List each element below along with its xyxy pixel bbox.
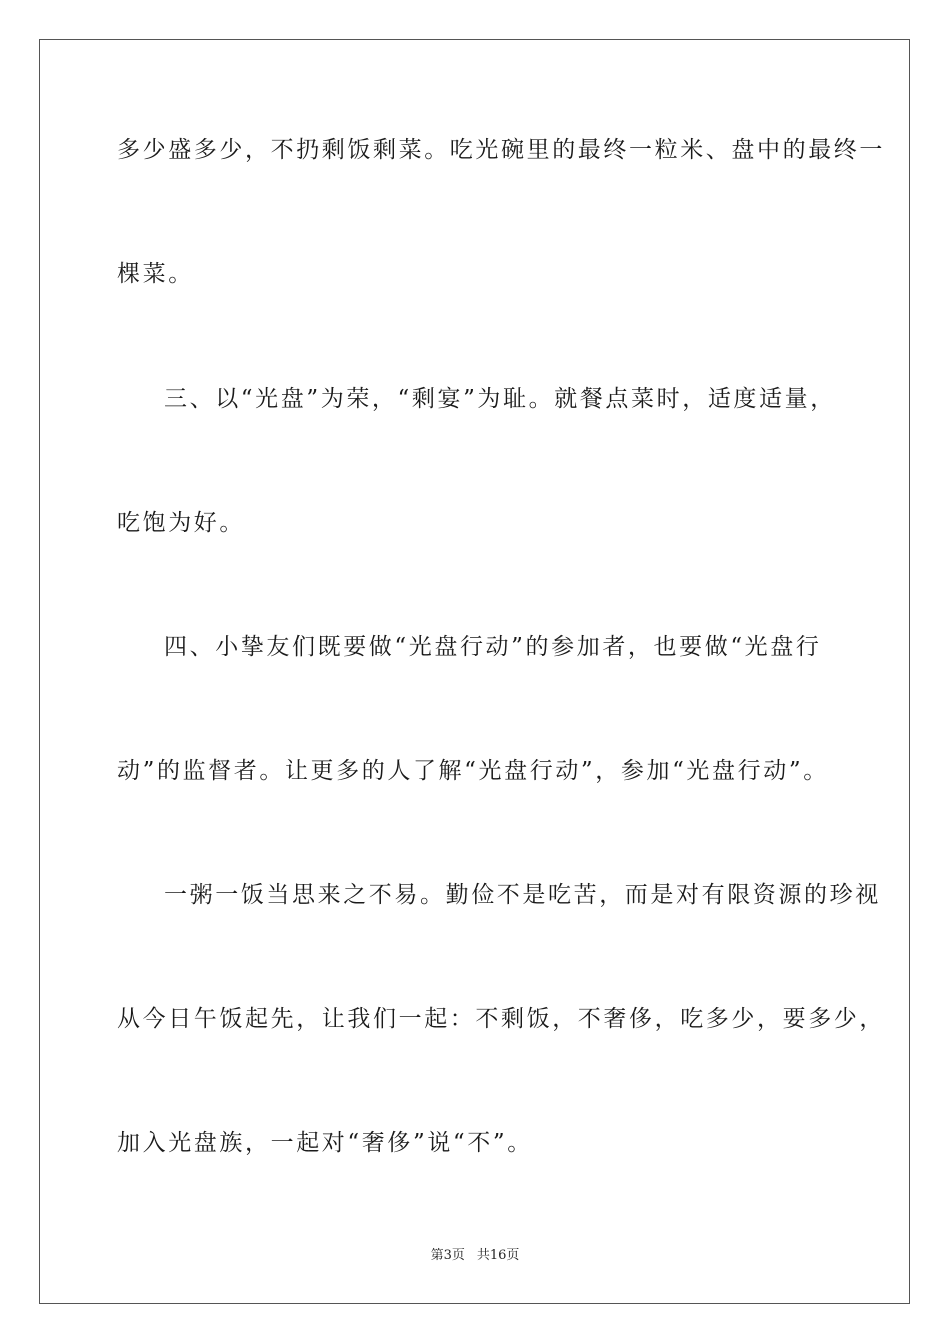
body-text-line: 加入光盘族，一起对“奢侈”说“不”。	[117, 1130, 533, 1156]
body-text-line: 棵菜。	[117, 261, 194, 287]
body-text-line: 一粥一饭当思来之不易。勤俭不是吃苦，而是对有限资源的珍视	[164, 882, 881, 908]
body-text-line: 三、以“光盘”为荣，“剩宴”为耻。就餐点菜时，适度适量，	[164, 386, 836, 412]
body-text-line: 吃饱为好。	[117, 510, 245, 536]
page-frame	[39, 39, 910, 1304]
body-text-line: 动”的监督者。让更多的人了解“光盘行动”，参加“光盘行动”。	[117, 758, 829, 784]
page-footer	[0, 1247, 950, 1265]
page-number: 第3页	[430, 1248, 465, 1263]
body-text-line: 四、小挚友们既要做“光盘行动”的参加者，也要做“光盘行	[164, 634, 822, 660]
page-total: 共16页	[476, 1248, 520, 1263]
body-text-line: 从今日午饭起先，让我们一起：不剩饭，不奢侈，吃多少，要多少，	[117, 1006, 885, 1032]
body-text-line: 多少盛多少，不扔剩饭剩菜。吃光碗里的最终一粒米、盘中的最终一	[117, 137, 885, 163]
